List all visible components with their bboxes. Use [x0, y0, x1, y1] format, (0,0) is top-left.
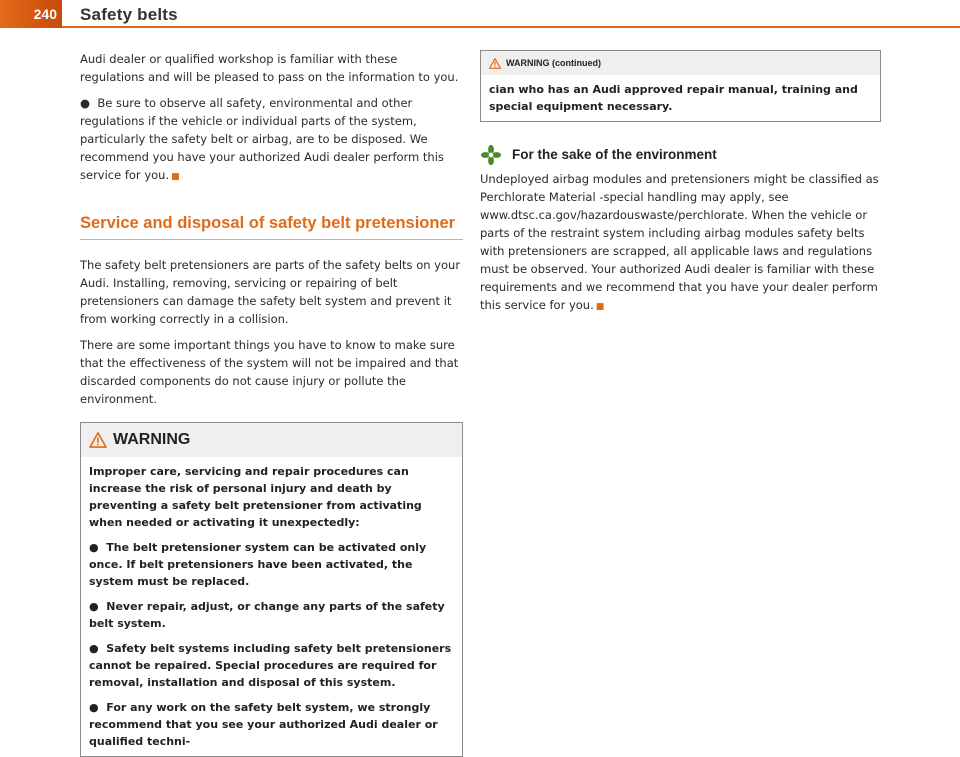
warning-bullet: ● For any work on the safety belt system, we strongly recommend that you see your authorized Audi dealer or qualified techni-	[89, 701, 438, 748]
warning-continued-title: WARNING (continued)	[506, 58, 601, 68]
section-heading: Service and disposal of safety belt pretensioner	[80, 214, 456, 232]
environment-heading	[480, 144, 881, 166]
disposal-bullet-text: Be sure to observe all safety, environmental and other regulations if the vehicle or individual parts of the system, particularly the safety belt or airbag, are to be disposed. We recommend you have your authorized Audi dealer perform this service for you.	[80, 96, 444, 182]
warning-continued-box	[480, 50, 881, 122]
warning-lead: Improper care, servicing and repair procedures can increase the risk of personal injury and death by preventing a safety belt pretensioner from activating when needed or activating it unexpectedly:	[89, 465, 422, 529]
disposal-bullet: ● Be sure to observe all safety, environmental and other regulations if the vehicle or individual parts of the system, particularly the safety belt or airbag, are to be disposed. We recommend you have your authorized Audi dealer perform this service for you. ■	[80, 96, 444, 182]
warning-body	[81, 457, 462, 756]
warning-triangle-icon	[489, 58, 501, 69]
warning-box	[80, 422, 463, 757]
warning-continued-title-bar	[481, 51, 880, 75]
left-column	[80, 50, 463, 757]
header-rule	[62, 26, 960, 28]
section-heading-rule	[80, 239, 463, 240]
right-column	[480, 50, 881, 324]
warning-triangle-icon	[89, 432, 107, 448]
environment-leaf-icon	[480, 144, 502, 166]
warning-continued-body	[481, 75, 880, 121]
end-mark-icon: ■	[595, 302, 605, 312]
environment-paragraph: Undeployed airbag modules and pretensioners might be classified as Perchlorate Material -special handling may apply, see www.dtsc.ca.gov/hazardouswaste/perchlorate. When the vehicle or parts of the restraint system including airbag modules safety belts with pretensioners are scrapped, all applicable laws and regulations must be observed. Your authorized Audi dealer is familiar with these requirements and we recommend that you have your dealer perform this service for you. ■	[480, 172, 879, 312]
warning-title-bar	[81, 423, 462, 457]
warning-bullet: ● Never repair, adjust, or change any parts of the safety belt system.	[89, 600, 445, 630]
page-number: 240	[0, 0, 62, 28]
pretensioner-paragraph-2: There are some important things you have to know to make sure that the effectiveness of the system will not be impaired and that discarded components do not cause injury or pollute the environment.	[80, 338, 459, 406]
warning-bullet: ● The belt pretensioner system can be activated only once. If belt pretensioners have been activated, the system must be replaced.	[89, 541, 427, 588]
pretensioner-paragraph-1: The safety belt pretensioners are parts of the safety belts on your Audi. Installing, removing, servicing or repairing of belt pretensioners can damage the safety belt system and prevent it from working correctly in a collision.	[80, 258, 461, 326]
chapter-title: Safety belts	[80, 5, 178, 24]
environment-heading-text: For the sake of the environment	[512, 147, 717, 162]
intro-paragraph: Audi dealer or qualified workshop is familiar with these regulations and will be pleased to pass on the information to you.	[80, 52, 459, 84]
warning-bullet: ● Safety belt systems including safety belt pretensioners cannot be repaired. Special procedures are required for removal, installation and disposal of this system.	[89, 642, 452, 689]
end-mark-icon: ■	[171, 172, 180, 182]
warning-continued-text: cian who has an Audi approved repair manual, training and special equipment necessary.	[489, 83, 858, 113]
warning-title: WARNING	[113, 431, 191, 448]
